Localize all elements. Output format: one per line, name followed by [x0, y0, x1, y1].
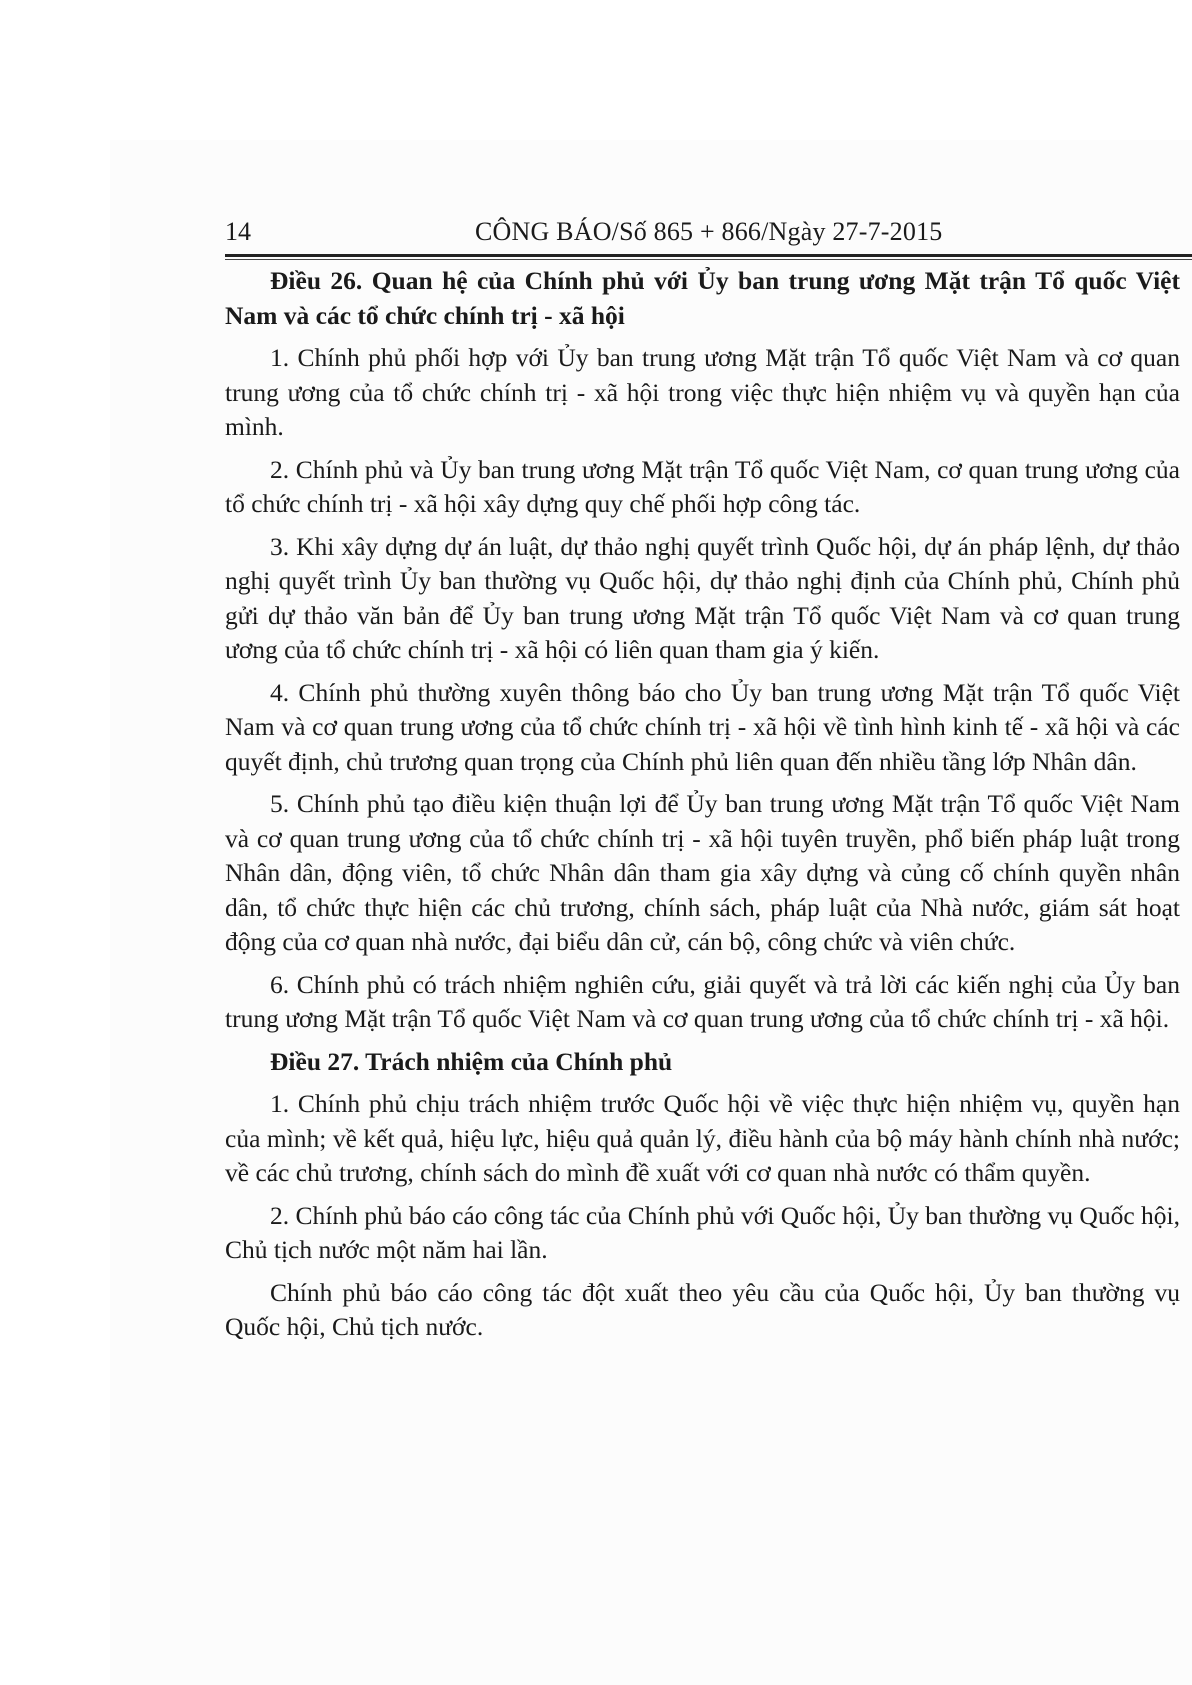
page-header: [225, 215, 1192, 249]
article-27-heading: Điều 27. Trách nhiệm của Chính phủ: [270, 1046, 673, 1076]
article-26-clause-2: 2. Chính phủ và Ủy ban trung ương Mặt trận Tổ quốc Việt Nam, cơ quan trung ương của tổ chức chính trị - xã hội xây dựng quy chế phối hợp công tác.: [225, 454, 1180, 518]
article-26-clause-4: 4. Chính phủ thường xuyên thông báo cho Ủy ban trung ương Mặt trận Tổ quốc Việt Nam và cơ quan trung ương của tổ chức chính trị - xã hội về tình hình kinh tế - xã hội và các quyết định, chủ trương quan trọng của Chính phủ liên quan đến nhiều tầng lớp Nhân dân.: [225, 677, 1180, 776]
article-27-clause-1: 1. Chính phủ chịu trách nhiệm trước Quốc hội về việc thực hiện nhiệm vụ, quyền hạn của mình; về kết quả, hiệu lực, hiệu quả quản lý, điều hành của bộ máy hành chính nhà nước; về các chủ trương, chính sách do mình đề xuất với cơ quan nhà nước có thẩm quyền.: [225, 1089, 1180, 1187]
article-26-clause-6: 6. Chính phủ có trách nhiệm nghiên cứu, giải quyết và trả lời các kiến nghị của Ủy ban trung ương Mặt trận Tổ quốc Việt Nam và cơ quan trung ương của tổ chức chính trị - xã hội.: [225, 969, 1180, 1033]
header-rule-thick: [225, 254, 1192, 257]
gazette-title: CÔNG BÁO/Số 865 + 866/Ngày 27-7-2015: [475, 217, 943, 246]
article-26-clause-5: 5. Chính phủ tạo điều kiện thuận lợi để Ủy ban trung ương Mặt trận Tổ quốc Việt Nam và cơ quan trung ương của tổ chức chính trị - xã hội tuyên truyền, phổ biến pháp luật trong Nhân dân, động viên, tổ chức Nhân dân tham gia xây dựng và củng cố chính quyền nhân dân, tổ chức thực hiện các chủ trương, chính sách, pháp luật của Nhà nước, giám sát hoạt động của cơ quan nhà nước, đại biểu dân cử, cán bộ, công chức và viên chức.: [225, 789, 1180, 956]
page-number: 14: [225, 217, 251, 246]
article-26-heading: Điều 26. Quan hệ của Chính phủ với Ủy ban trung ương Mặt trận Tổ quốc Việt Nam và các tổ chức chính trị - xã hội: [225, 266, 1180, 330]
article-26-clause-1: 1. Chính phủ phối hợp với Ủy ban trung ương Mặt trận Tổ quốc Việt Nam và cơ quan trung ương của tổ chức chính trị - xã hội trong việc thực hiện nhiệm vụ và quyền hạn của mình.: [225, 343, 1180, 441]
article-26-clause-3: 3. Khi xây dựng dự án luật, dự thảo nghị quyết trình Quốc hội, dự án pháp lệnh, dự thảo nghị quyết trình Ủy ban thường vụ Quốc hội, dự thảo nghị định của Chính phủ, Chính phủ gửi dự thảo văn bản để Ủy ban trung ương Mặt trận Tổ quốc Việt Nam và cơ quan trung ương của tổ chức chính trị - xã hội có liên quan tham gia ý kiến.: [225, 531, 1180, 664]
header-rule-thin: [225, 259, 1192, 260]
article-27-clause-2: 2. Chính phủ báo cáo công tác của Chính phủ với Quốc hội, Ủy ban thường vụ Quốc hội, Chủ tịch nước một năm hai lần.: [225, 1200, 1180, 1264]
document-body: [225, 264, 1180, 1345]
article-27-clause-2-continued: Chính phủ báo cáo công tác đột xuất theo yêu cầu của Quốc hội, Ủy ban thường vụ Quốc hội, Chủ tịch nước.: [225, 1277, 1180, 1341]
